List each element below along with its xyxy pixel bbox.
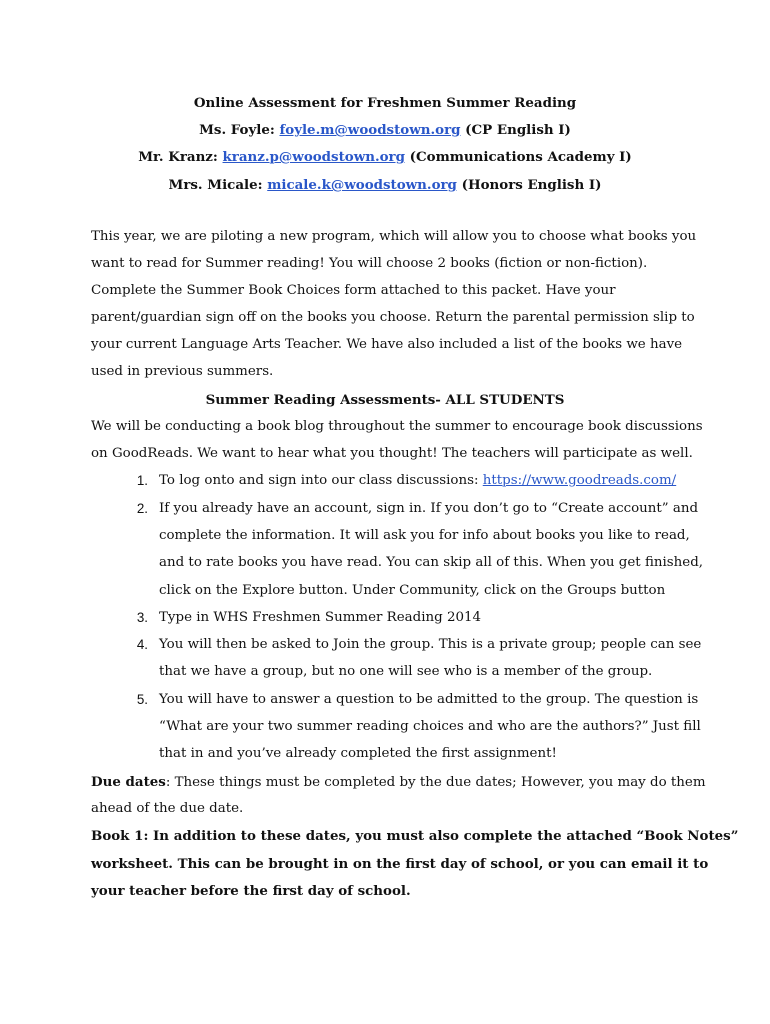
step-number: 2. (136, 501, 148, 516)
step-number: 1. (136, 473, 148, 488)
intro-line: parent/guardian sign off on the books you choose. Return the parental permission slip to (91, 310, 695, 325)
email-link-foyle[interactable]: foyle.m@woodstown.org (279, 122, 461, 138)
contact-micale (0, 176, 770, 194)
step-text: that in and you’ve already completed the first assignment! (159, 746, 557, 761)
book1-line: your teacher before the first day of school. (91, 883, 411, 899)
contact-kranz (0, 148, 770, 166)
section-paragraph-line: We will be conducting a book blog throughout the summer to encourage book discussions (91, 419, 703, 434)
step-number: 3. (136, 610, 148, 625)
step-text: If you already have an account, sign in. If you don’t go to “Create account” and (159, 501, 699, 516)
step-1-text (159, 472, 676, 490)
step-text: “What are your two summer reading choices and who are the authors?” Just fill (159, 719, 701, 734)
section-paragraph-line: on GoodReads. We want to hear what you thought! The teachers will participate as well. (91, 446, 693, 461)
step-text: that we have a group, but no one will see who is a member of the group. (159, 664, 653, 679)
contact-name: Ms. Foyle: (199, 122, 275, 138)
step-text: and to rate books you have read. You can skip all of this. When you get finished, (159, 555, 704, 570)
due-dates-line (91, 773, 706, 792)
step-text: Type in WHS Freshmen Summer Reading 2014 (159, 610, 482, 625)
intro-line: This year, we are piloting a new program, which will allow you to choose what books you (91, 229, 697, 244)
email-link-micale[interactable]: micale.k@woodstown.org (267, 177, 457, 193)
document-title: Online Assessment for Freshmen Summer Reading (193, 95, 577, 111)
email-link-kranz[interactable]: kranz.p@woodstown.org (222, 149, 405, 165)
intro-line: Complete the Summer Book Choices form attached to this packet. Have your (91, 283, 616, 298)
goodreads-link[interactable]: https://www.goodreads.com/ (482, 473, 677, 488)
section-heading: Summer Reading Assessments- ALL STUDENTS (205, 392, 565, 408)
intro-line: want to read for Summer reading! You will choose 2 books (fiction or non-fiction). (91, 256, 648, 271)
intro-line: used in previous summers. (91, 364, 274, 379)
step-text: You will have to answer a question to be admitted to the group. The question is (159, 692, 699, 707)
book1-line: Book 1: In addition to these dates, you must also complete the attached “Book Notes” (91, 828, 739, 844)
contact-name: Mr. Kranz: (138, 149, 218, 165)
step-text: complete the information. It will ask you for info about books you like to read, (159, 528, 690, 543)
contact-foyle (0, 121, 770, 139)
due-dates-label: Due dates (91, 774, 166, 790)
step-number: 4. (136, 637, 148, 652)
intro-line: your current Language Arts Teacher. We have also included a list of the books we have (91, 337, 683, 352)
due-dates-text: : These things must be completed by the due dates; However, you may do them (165, 775, 706, 790)
contact-course: (CP English I) (465, 122, 571, 138)
step-number: 5. (136, 692, 148, 707)
book1-line: worksheet. This can be brought in on the first day of school, or you can email it to (91, 856, 709, 872)
step-text: To log onto and sign into our class discussions: (159, 473, 483, 488)
contact-course: (Honors English I) (461, 177, 602, 193)
contact-course: (Communications Academy I) (409, 149, 632, 165)
step-text: click on the Explore button. Under Community, click on the Groups button (159, 583, 666, 598)
due-dates-line: ahead of the due date. (91, 801, 244, 816)
step-text: You will then be asked to Join the group. This is a private group; people can see (159, 637, 702, 652)
contact-name: Mrs. Micale: (168, 177, 263, 193)
